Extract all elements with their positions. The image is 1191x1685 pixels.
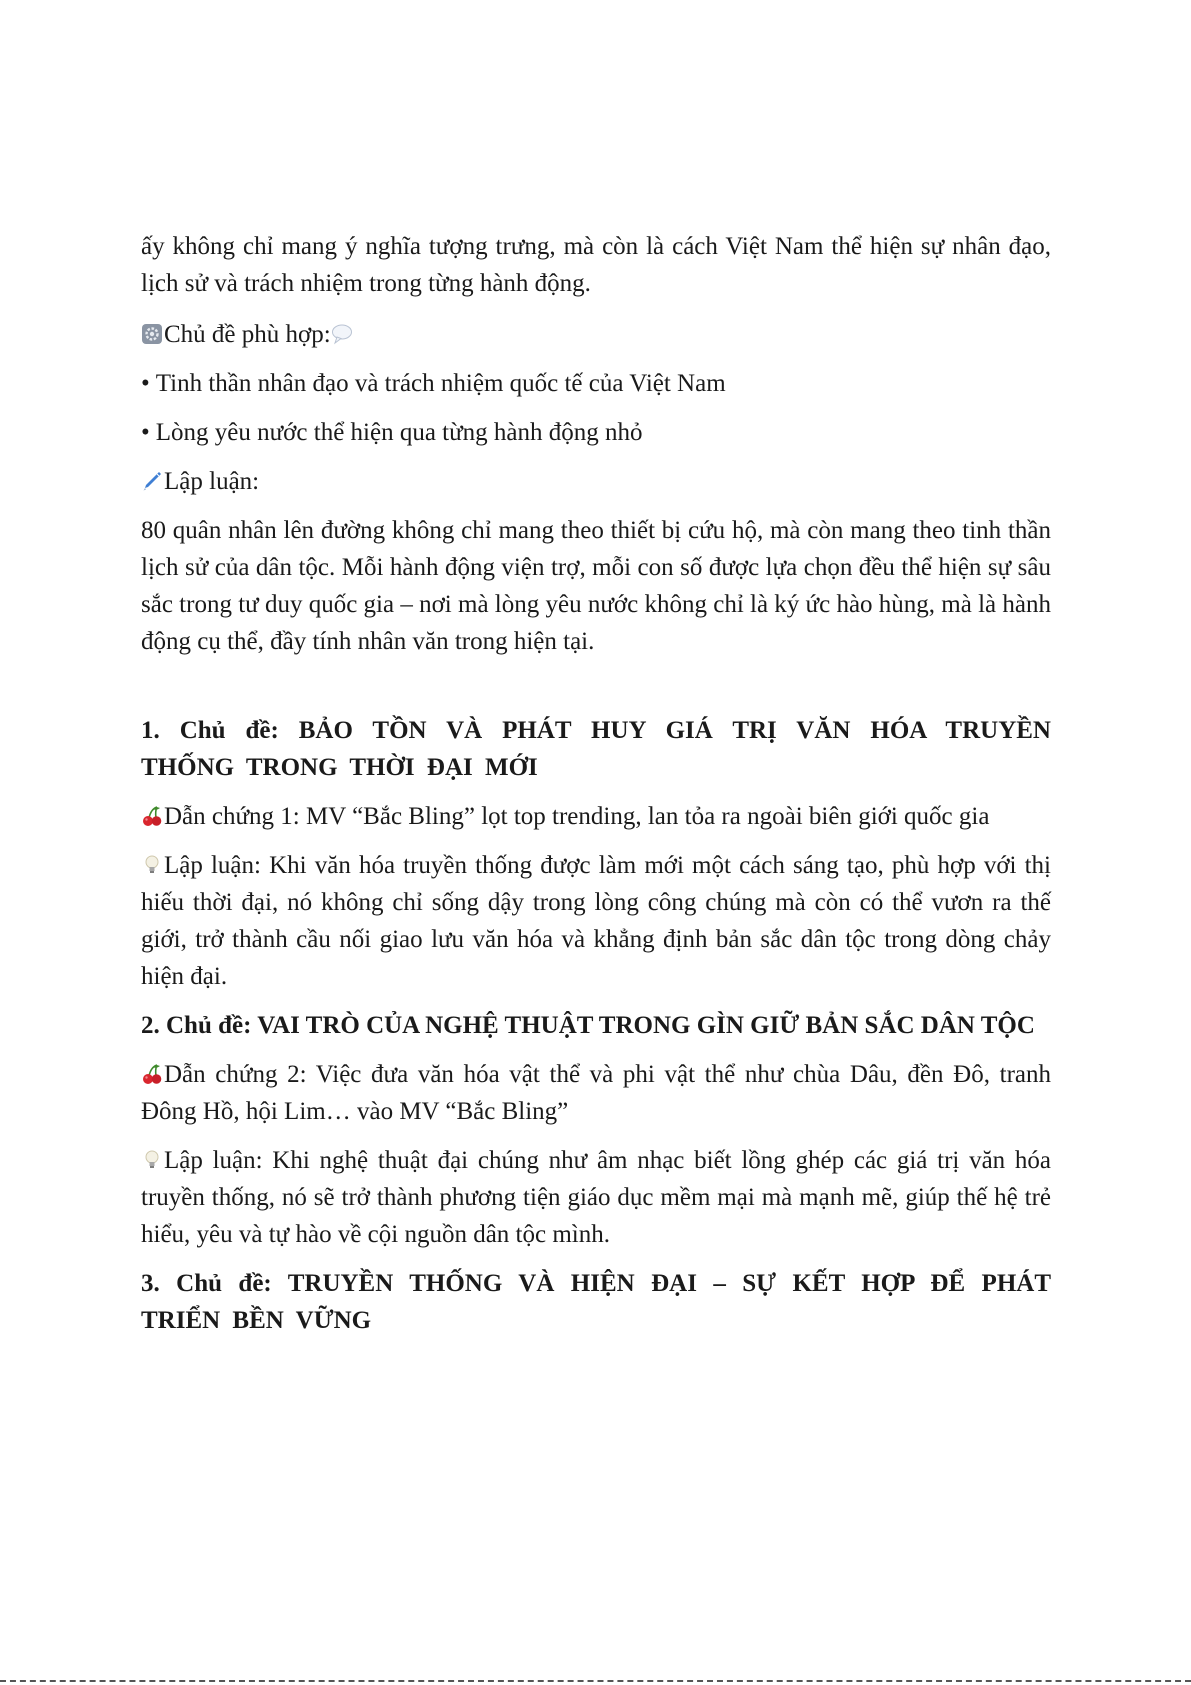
argument-label-line: [141, 463, 1051, 500]
topic-section-1: [141, 712, 1051, 995]
topic-section-3: [141, 1265, 1051, 1339]
document-page: [141, 228, 1051, 1339]
speech-bubble-icon: [331, 323, 353, 345]
topic-heading: 2. Chủ đề: VAI TRÒ CỦA NGHỆ THUẬT TRONG GÌN GIỮ BẢN SẮC DÂN TỘC: [141, 1012, 1035, 1039]
page-bottom-divider: [0, 1680, 1191, 1682]
topic-evidence: [141, 798, 1051, 835]
topic-section-2: [141, 1007, 1051, 1253]
topic-argument: [141, 1142, 1051, 1253]
theme-item-text: Tinh thần nhân đạo và trách nhiệm quốc tế của Việt Nam: [155, 370, 726, 397]
argument-paragraph: 80 quân nhân lên đường không chỉ mang theo thiết bị cứu hộ, mà còn mang theo tinh thần lịch sử của dân tộc. Mỗi hành động viện trợ, mỗi con số được lựa chọn đều thể hiện sự sâu sắc trong tư duy quốc gia – nơi mà lòng yêu nước không chỉ là ký ức hào hùng, mà là hành động cụ thể, đầy tính nhân văn trong hiện tại.: [141, 517, 1051, 655]
bullet-symbol: •: [141, 370, 150, 397]
cherries-icon: [141, 805, 163, 827]
themes-label: Chủ đề phù hợp:: [164, 321, 331, 348]
evidence-text: Dẫn chứng 2: Việc đưa văn hóa vật thể và phi vật thể như chùa Dâu, đền Đô, tranh Đông Hồ, hội Lim… vào MV “Bắc Bling”: [141, 1061, 1051, 1125]
bullet-symbol: •: [141, 419, 150, 446]
theme-item: [141, 414, 1051, 451]
cherries-icon: [141, 1063, 163, 1085]
topic-evidence: [141, 1056, 1051, 1130]
intro-paragraph: ấy không chỉ mang ý nghĩa tượng trưng, mà còn là cách Việt Nam thể hiện sự nhân đạo, lịch sử và trách nhiệm trong từng hành động.: [141, 233, 1051, 297]
topic-argument: [141, 847, 1051, 995]
theme-item-text: Lòng yêu nước thể hiện qua từng hành động nhỏ: [155, 419, 643, 446]
topic-heading: 3. Chủ đề: TRUYỀN THỐNG VÀ HIỆN ĐẠI – SỰ KẾT HỢP ĐỂ PHÁT TRIỂN BỀN VỮNG: [141, 1270, 1051, 1334]
argument-label: Lập luận:: [164, 468, 260, 495]
theme-item: [141, 365, 1051, 402]
gear-icon: [141, 323, 163, 345]
evidence-text: Dẫn chứng 1: MV “Bắc Bling” lọt top trending, lan tỏa ra ngoài biên giới quốc gia: [164, 803, 990, 830]
pen-icon: [141, 470, 163, 492]
topic-heading: 1. Chủ đề: BẢO TỒN VÀ PHÁT HUY GIÁ TRỊ VĂN HÓA TRUYỀN THỐNG TRONG THỜI ĐẠI MỚI: [141, 717, 1051, 781]
themes-label-line: [141, 316, 1051, 353]
light-bulb-icon: [141, 1149, 163, 1171]
argument-text: Lập luận: Khi nghệ thuật đại chúng như âm nhạc biết lồng ghép các giá trị văn hóa truyền thống, nó sẽ trở thành phương tiện giáo dục mềm mại mà mạnh mẽ, giúp thế hệ trẻ hiểu, yêu và tự hào về cội nguồn dân tộc mình.: [141, 1147, 1051, 1248]
argument-text: Lập luận: Khi văn hóa truyền thống được làm mới một cách sáng tạo, phù hợp với thị hiếu thời đại, nó không chỉ sống dậy trong lòng công chúng mà còn có thể vươn ra thế giới, trở thành cầu nối giao lưu văn hóa và khẳng định bản sắc dân tộc trong dòng chảy hiện đại.: [141, 852, 1051, 990]
light-bulb-icon: [141, 854, 163, 876]
